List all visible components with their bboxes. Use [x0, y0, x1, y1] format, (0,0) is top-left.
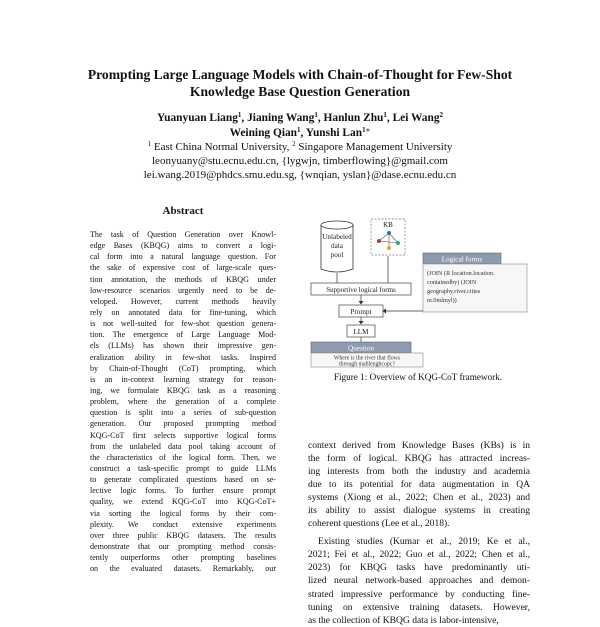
affiliation-2: Singapore Management University [298, 141, 453, 153]
body-line: context derived from Knowledge Bases (KBs) is in [308, 440, 530, 451]
author-sup: 1 [297, 126, 301, 134]
logical-form-line: containedby) (JOIN [427, 279, 477, 286]
abstract-line: tently outperforms other prompting baselines [90, 553, 276, 563]
body-line: its ability to assist dialogue systems in creating [308, 505, 530, 517]
abstract-line: question is split into a series of sub-question [90, 408, 276, 418]
kb-label: KB [383, 221, 393, 229]
kb-graph-icon [371, 219, 405, 255]
body-line: coherent questions (Lee et al., 2018). [308, 518, 450, 530]
paper-title-line-1: Prompting Large Language Models with Chain-of-Thought for Few-Shot [87, 67, 513, 82]
body-line: as the collection of KBQG data is labor-intensive, [308, 614, 499, 626]
author-name: Lei Wang [392, 112, 440, 124]
abstract-line: tion. The emergence of Large Language Mod- [90, 330, 276, 340]
body-line: strated impressive performance by conducting fine- [308, 588, 530, 600]
affiliation-line [40, 140, 560, 154]
affiliation-sup: 1 [147, 140, 152, 148]
abstract-line: construct a task-specific prompt to guide LLMs [90, 463, 276, 473]
abstract-line: rely on annotated data for fine-tuning, which [90, 307, 276, 317]
abstract-line: is not well-suited for few-shot question genera- [90, 319, 276, 329]
pool-label-line-3: pool [330, 251, 344, 259]
abstract-line: demonstrate that our prompting method consis- [90, 541, 276, 551]
question-line: through mahlengbcopc? [339, 361, 395, 368]
abstract-line: on the evaluated datasets. Remarkably, our [90, 564, 276, 574]
body-line: the form of logical. KBQG has attracted increas- [308, 453, 530, 465]
author-sup: 1 [383, 111, 387, 119]
abstract-line: The task of Question Generation over Knowl- [90, 230, 276, 239]
email-line-2: lei.wang.2019@phdcs.smu.edu.sg, {wnqian, yslan}@dase.ecnu.edu.cn [143, 169, 457, 181]
body-line: ing interests from both the industry and academia [308, 466, 530, 478]
body-line: systems (Xiong et al., 2022; Chen et al., 2023) and [308, 492, 530, 504]
abstract-line: KQG-CoT first selects supportive logical forms [90, 430, 276, 440]
author-name: Jianing Wang [247, 112, 315, 124]
paper-title-line-2: Knowledge Base Question Generation [189, 84, 411, 99]
abstract-line: cal form into a natural language question. For [90, 252, 276, 262]
abstract-line: veloped. However, current methods heavily [90, 296, 276, 306]
abstract-line: problem, where the generation of a complete [90, 397, 276, 407]
body-line: 2023) for KBQG tasks have predominantly uti- [308, 562, 530, 574]
abstract-body [90, 229, 276, 574]
abstract-line: edge Bases (KBQG) aims to convert a logi- [90, 241, 276, 251]
author-line-2: Weining Qian$^1$, Yunshi Lan$^{1∗}$ [229, 126, 371, 139]
body-line: 2021; Fei et al., 2022; Guo et al., 2022; Chen et al., [308, 549, 530, 561]
author-name: Yunshi Lan [305, 127, 363, 139]
body-line: Existing studies (Kumar et al., 2019; Ke et al., [318, 536, 530, 548]
author-sup: 2 [439, 111, 444, 119]
author-list [40, 111, 560, 141]
author-sup: 1∗ [362, 126, 371, 134]
body-line: tuning on extensive training datasets. However, [308, 601, 530, 613]
abstract-heading: Abstract [162, 205, 204, 217]
abstract-line: quality, we extend KQG-CoT into KQG-CoT+ [90, 497, 276, 507]
affiliation-sup: 2 [292, 140, 296, 148]
author-name: Weining Qian [229, 127, 298, 139]
question-header-label: Question [348, 344, 374, 353]
abstract-line: eralization ability in few-shot tasks. Inspired [90, 352, 276, 362]
affiliations [40, 140, 560, 182]
abstract-line: ing, we formulate KBQG task as a reasoning [90, 385, 276, 395]
logical-form-line: (JOIN (R location.location. [427, 270, 495, 277]
paragraph-2 [308, 535, 530, 626]
pool-label-line-2: data [331, 242, 343, 250]
abstract-line: to generate complicated questions based on se- [90, 475, 276, 485]
abstract-line: lective logic forms. To further ensure prompt [90, 486, 276, 496]
paragraph-1 [308, 439, 530, 530]
abstract-line: by Chain-of-Thought (CoT) prompting, which [90, 363, 276, 373]
abstract-line: plexity. We conduct extensive experiments [90, 519, 276, 529]
logical-form-line: geography.river.cities [427, 288, 481, 295]
author-sup: 1 [237, 111, 242, 119]
abstract-line: the sake of expensive cost of large-scale ques- [90, 263, 276, 273]
abstract-line: from the unlabeled data pool taking account of [90, 441, 276, 451]
author-line-1: Yuanyuan Liang$^1$, Jianing Wang$^1$, Hanlun Zhu$^1$, Lei Wang$^2$ [156, 111, 444, 124]
abstract-line: low-resource scenarios urgently need to be de- [90, 285, 276, 295]
body-line: due to its potential for data augmentation in QA [308, 479, 530, 491]
llm-label: LLM [353, 328, 369, 336]
logical-form-line: m.0mlmyl)) [427, 297, 457, 304]
abstract-line: via sorting the logical forms by their com- [90, 508, 276, 518]
email-line-1: leonyuany@stu.ecnu.edu.cn, {lygwjn, timberflowing}@gmail.com [152, 155, 448, 167]
pool-label-line-1: Unlabeled [322, 233, 352, 241]
author-name: Hanlun Zhu [323, 112, 384, 124]
abstract-line: generation. Our proposed prompting method [90, 419, 276, 429]
abstract-line: the characteristics of the logical form. Then, we [90, 452, 276, 462]
right-column-body [308, 439, 530, 627]
question-line: Where is the river that flows [333, 355, 401, 362]
body-line: lized neural network-based approaches and demon- [308, 575, 530, 587]
abstract-line: tion annotation, the methods of KBQG under [90, 274, 276, 284]
abstract-line: is an in-context learning strategy for reason- [90, 374, 276, 384]
prompt-label: Prompt [350, 308, 372, 316]
abstract-line: over three public KBQG datasets. The results [90, 530, 276, 540]
figure-caption: Figure 1: Overview of KQG-CoT framework. [333, 372, 503, 382]
paper-title [40, 66, 560, 100]
affiliation-1: East China Normal University, [153, 141, 290, 153]
framework-figure [307, 213, 529, 368]
author-name: Yuanyuan Liang [156, 112, 238, 124]
logical-forms-header-label: Logical forms [441, 255, 483, 264]
abstract-line: els (LLMs) has shown their impressive gen- [90, 341, 276, 351]
unlabeled-data-pool-icon [321, 221, 353, 272]
author-sup: 1 [314, 111, 318, 119]
supportive-forms-label: Supportive logical forms [326, 286, 396, 294]
